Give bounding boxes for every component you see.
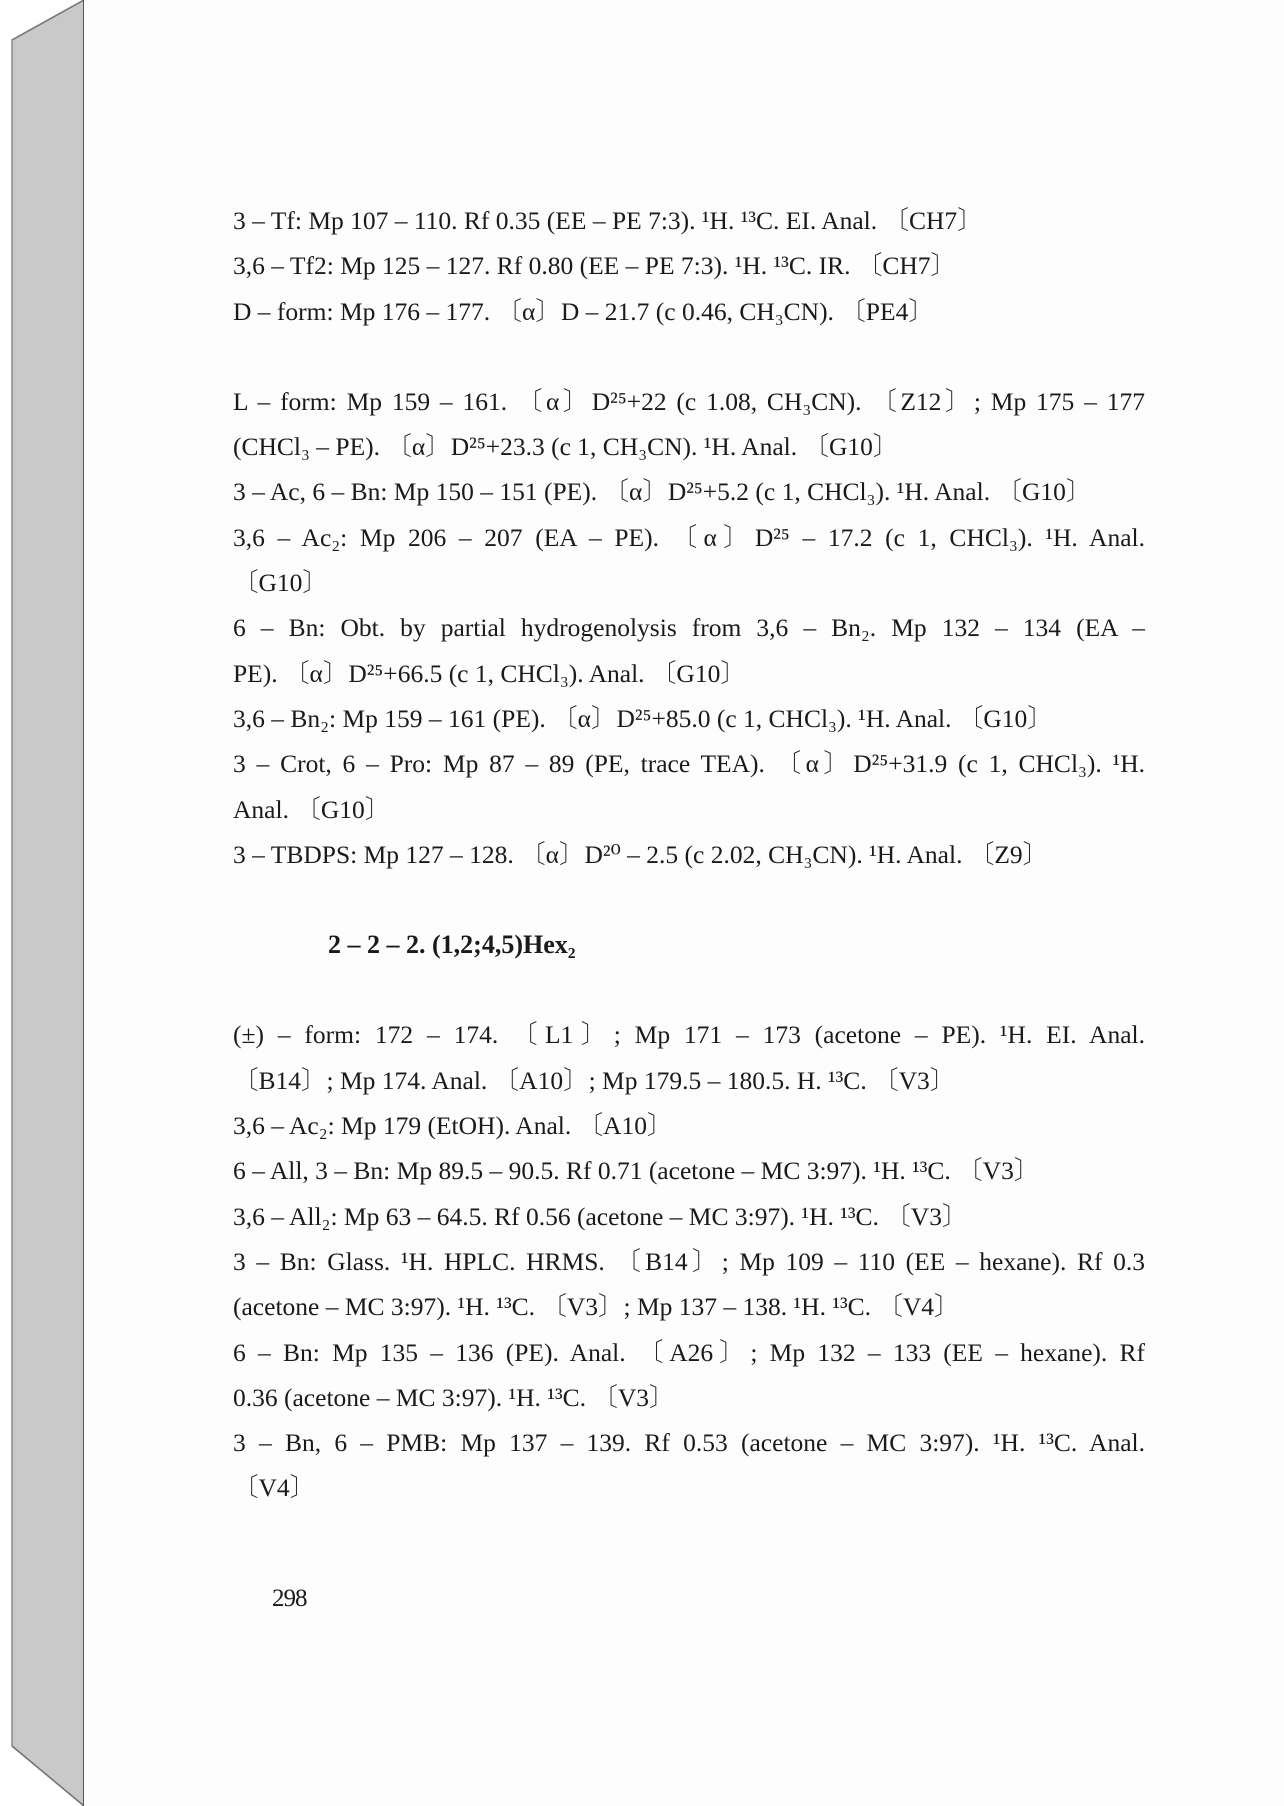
- text-line: 3 – TBDPS: Mp 127 – 128. 〔α〕D²⁰ – 2.5 (c 2.02, CH₃CN). ¹H. Anal. 〔Z9〕: [233, 839, 1049, 869]
- section-heading: 2 – 2 – 2. (1,2;4,5)Hex₂: [328, 930, 576, 960]
- text-line: D – form: Mp 176 – 177. 〔α〕D – 21.7 (c 0.46, CH₃CN). 〔PE4〕: [233, 296, 934, 326]
- text-line: 3,6 – Bn₂: Mp 159 – 161 (PE). 〔α〕D²⁵+85.0 (c 1, CHCl₃). ¹H. Anal. 〔G10〕: [233, 703, 1053, 733]
- text-line: 3 – Bn, 6 – PMB: Mp 137 – 139. Rf 0.53 (acetone – MC 3:97). ¹H. ¹³C. Anal.: [233, 1428, 1145, 1458]
- text-line: 6 – Bn: Mp 135 – 136 (PE). Anal. 〔A26〕; Mp 132 – 133 (EE – hexane). Rf: [233, 1337, 1145, 1367]
- text-line: 6 – Bn: Obt. by partial hydrogenolysis from 3,6 – Bn₂. Mp 132 – 134 (EA –: [233, 613, 1145, 643]
- paragraph-gap: [233, 967, 1145, 1012]
- text-line: 3 – Crot, 6 – Pro: Mp 87 – 89 (PE, trace TEA). 〔α〕D²⁵+31.9 (c 1, CHCl₃). ¹H.: [233, 749, 1145, 779]
- text-line: (CHCl₃ – PE). 〔α〕D²⁵+23.3 (c 1, CH₃CN). ¹H. Anal. 〔G10〕: [233, 432, 899, 462]
- text-line: (acetone – MC 3:97). ¹H. ¹³C. 〔V3〕; Mp 137 – 138. ¹H. ¹³C. 〔V4〕: [233, 1292, 960, 1322]
- text-line: 〔B14〕; Mp 174. Anal. 〔A10〕; Mp 179.5 – 180.5. H. ¹³C. 〔V3〕: [233, 1065, 956, 1095]
- text-line: 0.36 (acetone – MC 3:97). ¹H. ¹³C. 〔V3〕: [233, 1382, 675, 1412]
- text-line: 3,6 – Ac₂: Mp 179 (EtOH). Anal. 〔A10〕: [233, 1111, 673, 1141]
- text-line: 3 – Ac, 6 – Bn: Mp 150 – 151 (PE). 〔α〕D²⁵+5.2 (c 1, CHCl₃). ¹H. Anal. 〔G10〕: [233, 477, 1092, 507]
- text-line: Anal. 〔G10〕: [233, 794, 391, 824]
- text-line: PE). 〔α〕D²⁵+66.5 (c 1, CHCl₃). Anal. 〔G10〕: [233, 658, 746, 688]
- text-line: 3 – Tf: Mp 107 – 110. Rf 0.35 (EE – PE 7:3). ¹H. ¹³C. EI. Anal. 〔CH7〕: [233, 206, 983, 235]
- text-line: 3 – Bn: Glass. ¹H. HPLC. HRMS. 〔B14〕; Mp 109 – 110 (EE – hexane). Rf 0.3: [233, 1246, 1145, 1276]
- text-line: 3,6 – All₂: Mp 63 – 64.5. Rf 0.56 (acetone – MC 3:97). ¹H. ¹³C. 〔V3〕: [233, 1201, 968, 1231]
- paragraph-gap: [233, 877, 1145, 922]
- text-line: 3,6 – Ac₂: Mp 206 – 207 (EA – PE). 〔α〕D²⁵ – 17.2 (c 1, CHCl₃). ¹H. Anal.: [233, 522, 1145, 552]
- text-line: 6 – All, 3 – Bn: Mp 89.5 – 90.5. Rf 0.71 (acetone – MC 3:97). ¹H. ¹³C. 〔V3〕: [233, 1156, 1040, 1186]
- text-line: 〔G10〕: [233, 568, 328, 598]
- text-line: (±) – form: 172 – 174. 〔L1〕; Mp 171 – 173 (acetone – PE). ¹H. EI. Anal.: [233, 1020, 1145, 1050]
- text-line: 3,6 – Tf2: Mp 125 – 127. Rf 0.80 (EE – PE 7:3). ¹H. ¹³C. IR. 〔CH7〕: [233, 251, 957, 281]
- page-content: [233, 198, 1145, 1511]
- paragraph-gap: [233, 334, 1145, 379]
- page-number: 298: [272, 1585, 307, 1612]
- text-line: L – form: Mp 159 – 161. 〔α〕D²⁵+22 (c 1.08, CH₃CN). 〔Z12〕; Mp 175 – 177: [233, 386, 1145, 416]
- text-line: 〔V4〕: [233, 1473, 316, 1503]
